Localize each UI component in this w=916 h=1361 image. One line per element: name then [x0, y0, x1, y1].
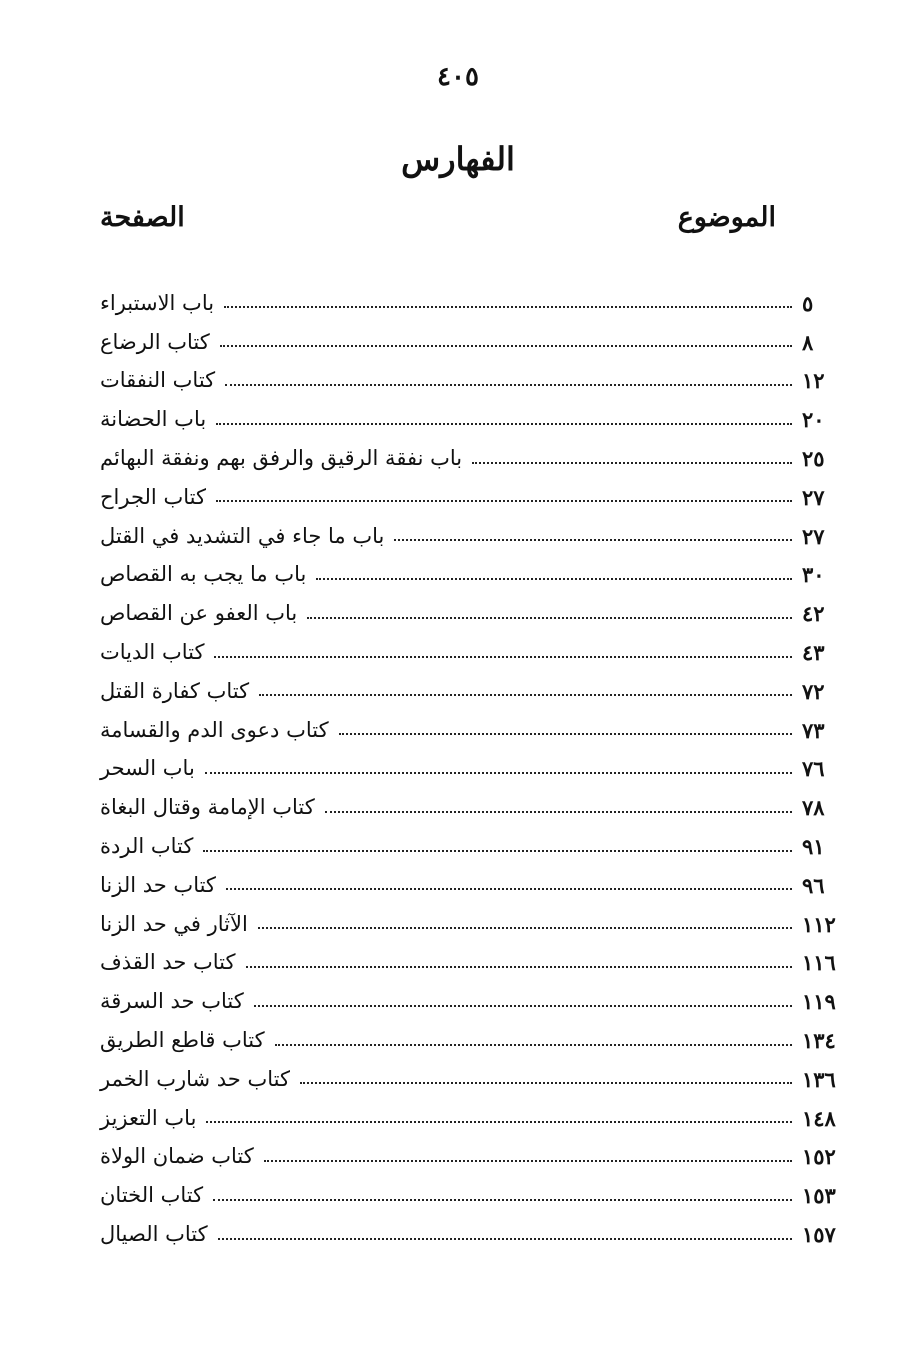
toc-entry-title: كتاب النفقات	[100, 368, 216, 393]
toc-entry-page: ١٢	[802, 368, 825, 394]
toc-entry-title: كتاب حد شارب الخمر	[100, 1066, 290, 1091]
toc-entry	[100, 1176, 852, 1215]
dot-leader	[205, 772, 792, 774]
toc-entry-page: ٥	[802, 290, 814, 316]
dot-leader	[220, 345, 792, 347]
page-number: ٤٠٥	[437, 62, 479, 92]
toc-entry-title: باب ما جاء في التشديد في القتل	[100, 523, 385, 548]
toc-entry-title: كتاب الإمامة وقتال البغاة	[100, 795, 315, 820]
dot-leader	[246, 966, 792, 968]
toc-entry	[100, 1099, 852, 1138]
toc-entry-title: كتاب حد القذف	[100, 950, 236, 975]
toc-entry	[100, 439, 852, 478]
toc-entry-title: باب الحضانة	[100, 407, 207, 432]
dot-leader	[225, 384, 792, 386]
toc-entry	[100, 788, 852, 827]
toc-entry-page: ١١٢	[802, 911, 836, 937]
toc-entry-page: ١٥٣	[802, 1183, 836, 1209]
toc-entry-page: ٨	[802, 329, 814, 355]
toc-entry-page: ١١٩	[802, 989, 836, 1015]
toc-entry-title: كتاب الختان	[100, 1183, 204, 1208]
toc-entry	[100, 478, 852, 517]
dot-leader	[216, 423, 792, 425]
toc-entry-title: كتاب الديات	[100, 640, 205, 665]
toc-entry-page: ٧٣	[802, 717, 825, 743]
page-title: الفهارس	[401, 140, 515, 178]
toc-entry	[100, 284, 852, 323]
toc-entry-title: باب السحر	[100, 756, 195, 781]
toc-entry	[100, 1021, 852, 1060]
toc-entry-page: ٣٠	[802, 562, 825, 588]
dot-leader	[300, 1082, 792, 1084]
dot-leader	[259, 694, 792, 696]
dot-leader	[254, 1005, 792, 1007]
toc-entry	[100, 672, 852, 711]
toc-entry-title: كتاب قاطع الطريق	[100, 1028, 265, 1053]
toc-entry-page: ٤٢	[802, 601, 825, 627]
toc-entry-page: ١١٦	[802, 950, 836, 976]
dot-leader	[307, 617, 792, 619]
toc-entry	[100, 982, 852, 1021]
toc-entry	[100, 594, 852, 633]
dot-leader	[216, 500, 792, 502]
toc-entry-page: ١٥٧	[802, 1222, 836, 1248]
toc-entry	[100, 633, 852, 672]
toc-entry-title: كتاب حد السرقة	[100, 989, 244, 1014]
toc-entry-page: ٢٧	[802, 523, 825, 549]
toc-entry-page: ٩١	[802, 834, 825, 860]
toc-entry-title: كتاب ضمان الولاة	[100, 1144, 254, 1169]
toc-entry-title: باب العفو عن القصاص	[100, 601, 298, 626]
toc-entry-page: ٤٣	[802, 640, 825, 666]
topic-column-header: الموضوع	[677, 202, 776, 233]
toc-entry	[100, 944, 852, 983]
toc-entry	[100, 400, 852, 439]
toc-entry	[100, 1060, 852, 1099]
toc-entry-page: ٧٦	[802, 756, 825, 782]
toc-entry-page: ١٣٦	[802, 1066, 836, 1092]
dot-leader	[394, 539, 792, 541]
toc-entry-title: باب نفقة الرقيق والرفق بهم ونفقة البهائم	[100, 446, 463, 471]
toc-entry	[100, 323, 852, 362]
dot-leader	[264, 1160, 792, 1162]
toc-entry-page: ٢٧	[802, 484, 825, 510]
table-of-contents	[100, 284, 852, 1254]
toc-entry-title: كتاب دعوى الدم والقسامة	[100, 717, 329, 742]
toc-entry-title: كتاب الرضاع	[100, 329, 210, 354]
toc-entry-title: باب التعزيز	[100, 1105, 197, 1130]
dot-leader	[203, 850, 792, 852]
toc-entry	[100, 517, 852, 556]
dot-leader	[213, 1199, 792, 1201]
toc-entry	[100, 827, 852, 866]
toc-entry-title: كتاب حد الزنا	[100, 872, 216, 897]
toc-entry	[100, 1138, 852, 1177]
dot-leader	[316, 578, 792, 580]
dot-leader	[472, 462, 792, 464]
toc-entry-title: كتاب الصيال	[100, 1222, 208, 1247]
toc-entry-page: ١٥٢	[802, 1144, 836, 1170]
page-column-header: الصفحة	[100, 202, 185, 233]
toc-entry-page: ١٤٨	[802, 1105, 836, 1131]
toc-entry	[100, 1215, 852, 1254]
toc-entry-title: باب ما يجب به القصاص	[100, 562, 307, 587]
toc-entry-page: ٧٨	[802, 795, 825, 821]
toc-entry-page: ٧٢	[802, 678, 825, 704]
toc-entry-page: ٢٥	[802, 446, 825, 472]
toc-entry	[100, 866, 852, 905]
toc-entry-title: باب الاستبراء	[100, 290, 215, 315]
dot-leader	[339, 733, 792, 735]
toc-entry-title: كتاب الجراح	[100, 484, 206, 509]
toc-entry-page: ١٣٤	[802, 1028, 836, 1054]
toc-entry	[100, 750, 852, 789]
toc-entry-page: ٢٠	[802, 407, 825, 433]
toc-entry	[100, 556, 852, 595]
toc-entry-title: الآثار في حد الزنا	[100, 911, 248, 936]
dot-leader	[218, 1238, 792, 1240]
dot-leader	[206, 1121, 792, 1123]
dot-leader	[224, 306, 792, 308]
toc-entry-title: كتاب كفارة القتل	[100, 678, 250, 703]
dot-leader	[214, 656, 792, 658]
toc-entry	[100, 905, 852, 944]
dot-leader	[275, 1044, 792, 1046]
toc-entry	[100, 711, 852, 750]
toc-entry	[100, 362, 852, 401]
dot-leader	[258, 927, 792, 929]
toc-entry-title: كتاب الردة	[100, 834, 194, 859]
dot-leader	[325, 811, 792, 813]
dot-leader	[226, 888, 792, 890]
toc-entry-page: ٩٦	[802, 872, 825, 898]
